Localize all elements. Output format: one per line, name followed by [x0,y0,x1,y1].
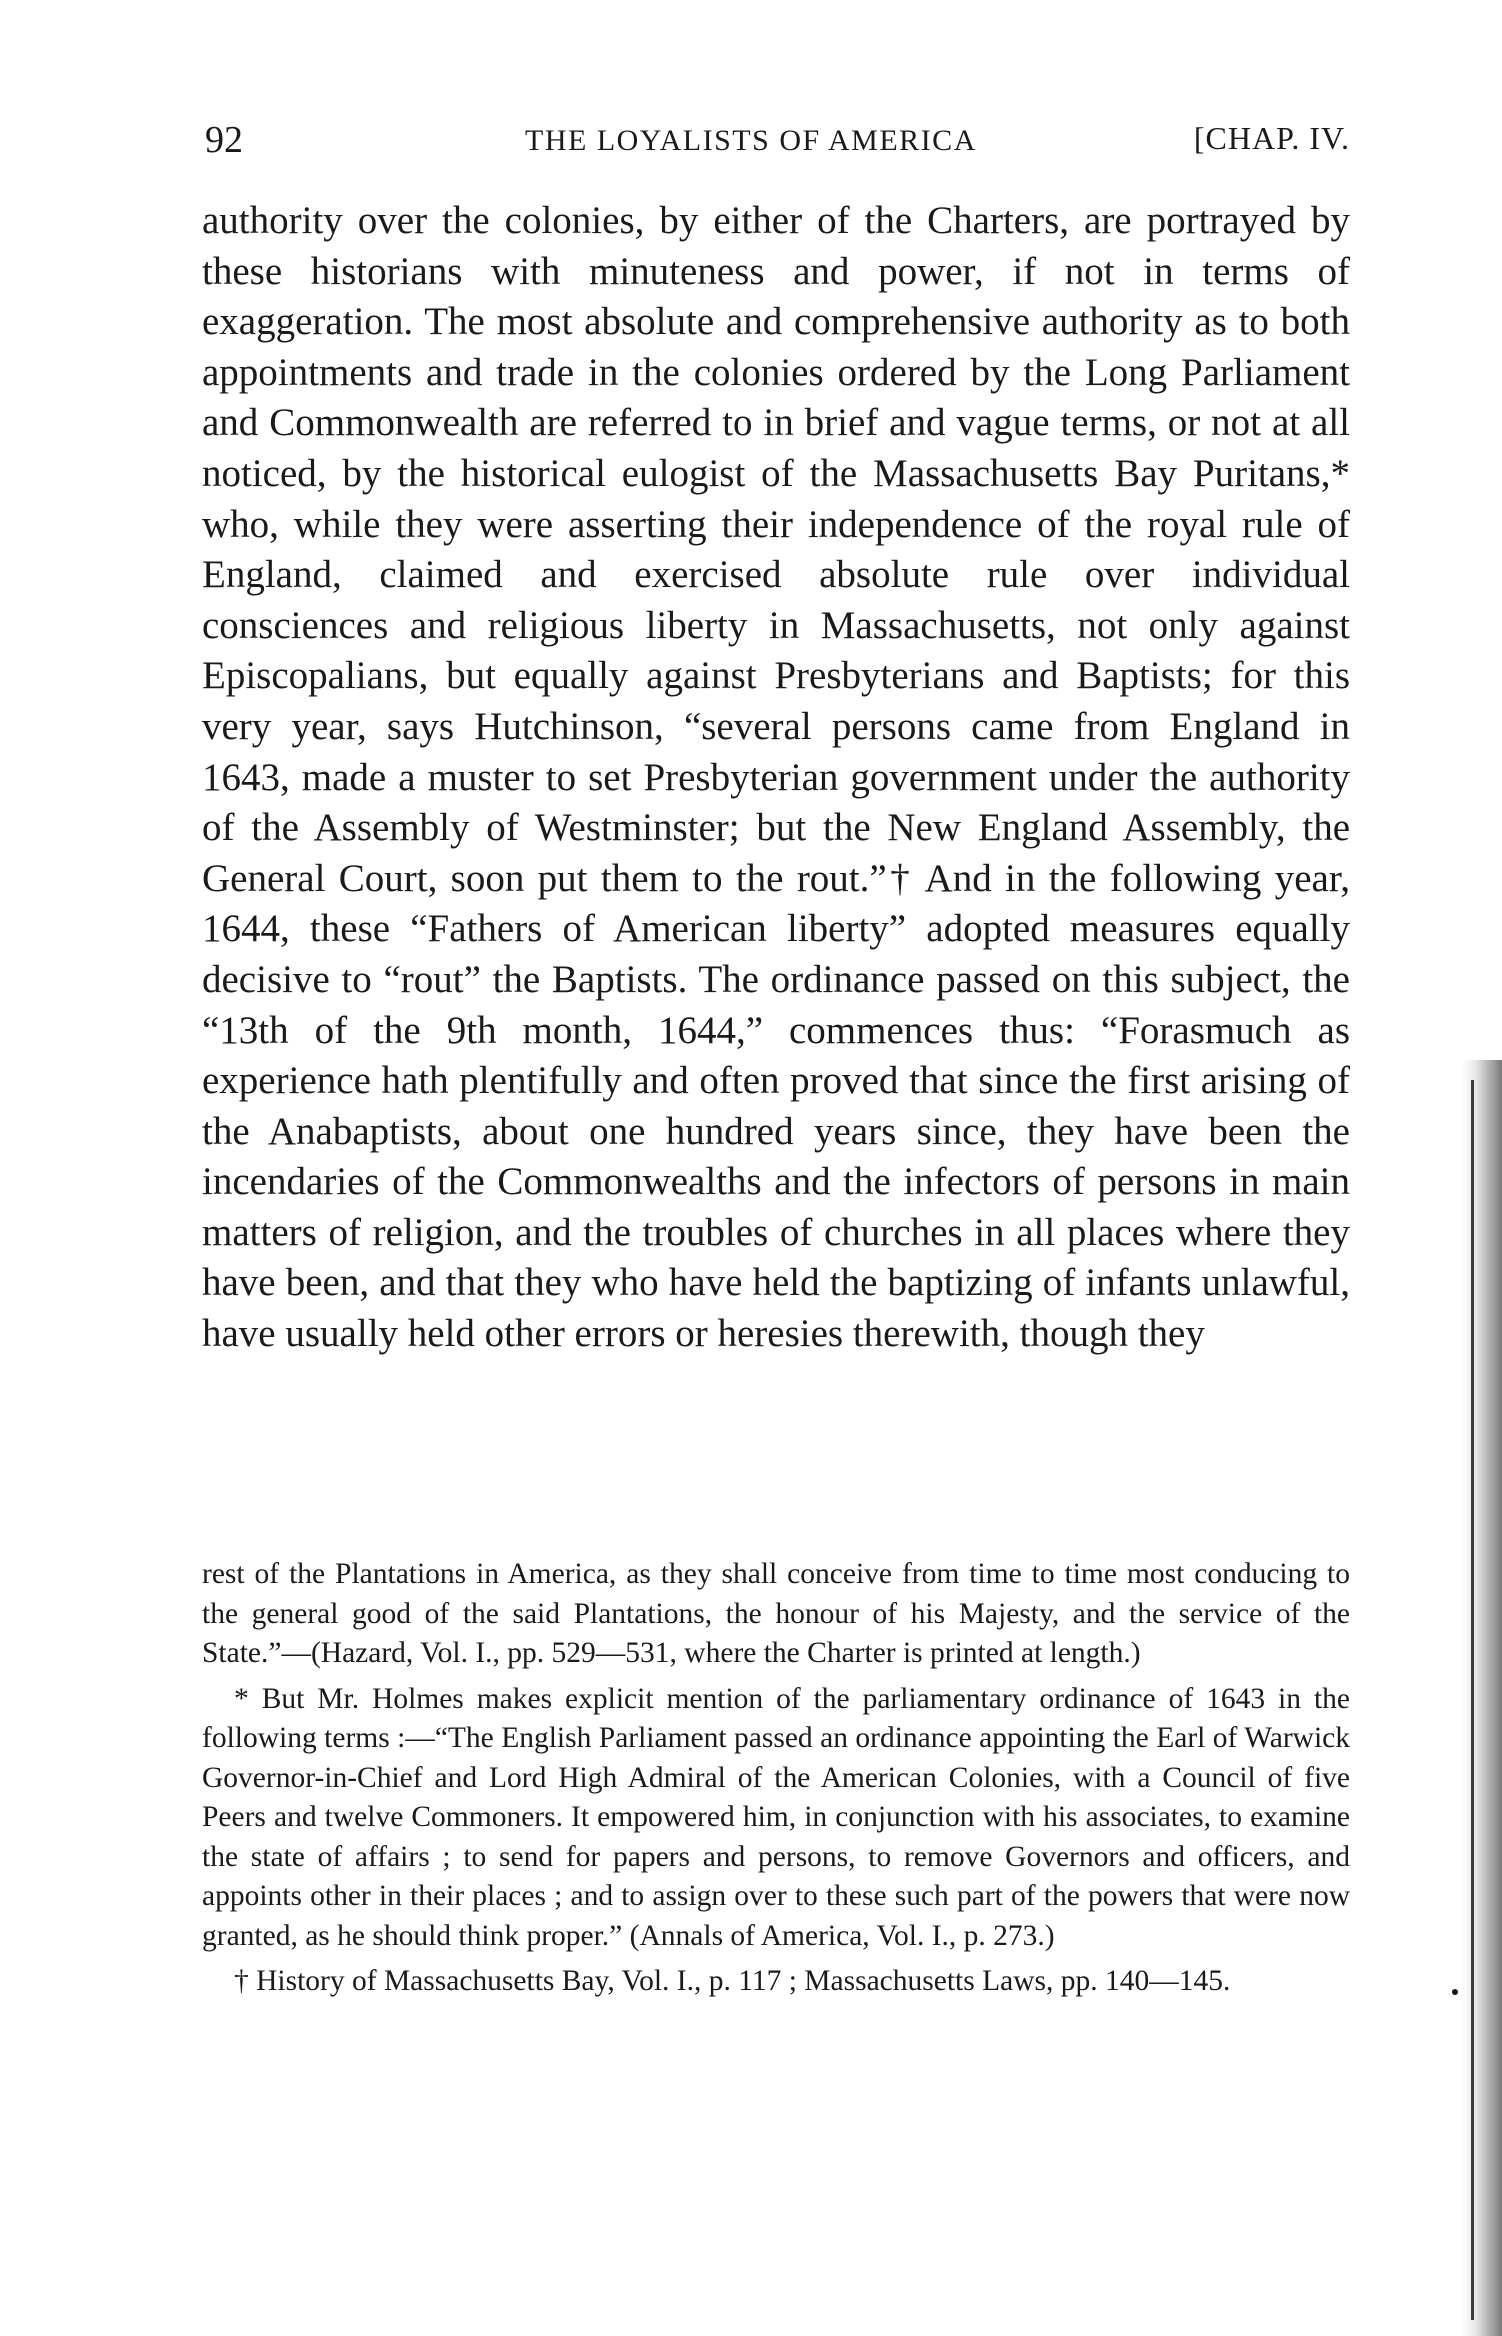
page-number: 92 [205,119,243,161]
page-edge-line [1471,1080,1474,2320]
page-edge-shadow [1462,1060,1502,2336]
chapter-label: [CHAP. IV. [1193,120,1350,156]
margin-speck [1452,1989,1458,1995]
footnote-continuation: rest of the Plantations in America, as they shall conceive from time to time most conducing to the general good of the said Plantations, the honour of his Majesty, and the service of the State.”—(Hazard, Vol. I., pp. 529—531, where the Charter is printed at length.) [202,1558,1350,1669]
footnotes [202,1555,1350,2002]
footnote-asterisk: * But Mr. Holmes makes explicit mention of the parliamentary ordinance of 1643 in the following terms :—“The English Parliament passed an ordinance appointing the Earl of Warwick Governor-in-Chief and Lord High Admiral of the American Colonies, with a Council of five Peers and twelve Commoners. It empowered him, in conjunction with his associates, to examine the state of affairs ; to send for papers and persons, to remove Governors and officers, and appoints other in their places ; and to assign over to these such part of the powers that were now granted, as he should think proper.” (Annals of America, Vol. I., p. 273.) [202,1682,1350,1952]
running-title: THE LOYALISTS OF AMERICA [525,124,977,157]
footnote-dagger: † History of Massachusetts Bay, Vol. I., p. 117 ; Massachusetts Laws, pp. 140—145. [234,1965,1231,1997]
running-header [205,118,1350,168]
body-paragraph: authority over the colonies, by either of the Charters, are portrayed by these historians with minuteness and power, if not in terms of exaggeration. The most absolute and comprehensive authority as to both appointments and trade in the colonies ordered by the Long Parliament and Commonwealth are referred to in brief and vague terms, or not at all noticed, by the historical eulogist of the Massachusetts Bay Puritans,* who, while they were asserting their independence of the royal rule of England, claimed and exercised absolute rule over individual consciences and religious liberty in Massachusetts, not only against Episcopalians, but equally against Presbyterians and Baptists; for this very year, says Hutchinson, “several persons came from England in 1643, made a muster to set Presbyterian government under the authority of the Assembly of Westminster; but the New England Assembly, the General Court, soon put them to the rout.”† And in the following year, 1644, these “Fathers of American liberty” adopted measures equally decisive to “rout” the Baptists. The ordinance passed on this subject, the “13th of the 9th month, 1644,” commences thus: “Forasmuch as experience hath plentifully and often proved that since the first arising of the Anabaptists, about one hundred years since, they have been the incendaries of the Commonwealths and the infectors of persons in main matters of religion, and the troubles of churches in all places where they have been, and that they who have held the baptizing of infants unlawful, have usually held other errors or heresies therewith, though they [202,199,1350,1356]
